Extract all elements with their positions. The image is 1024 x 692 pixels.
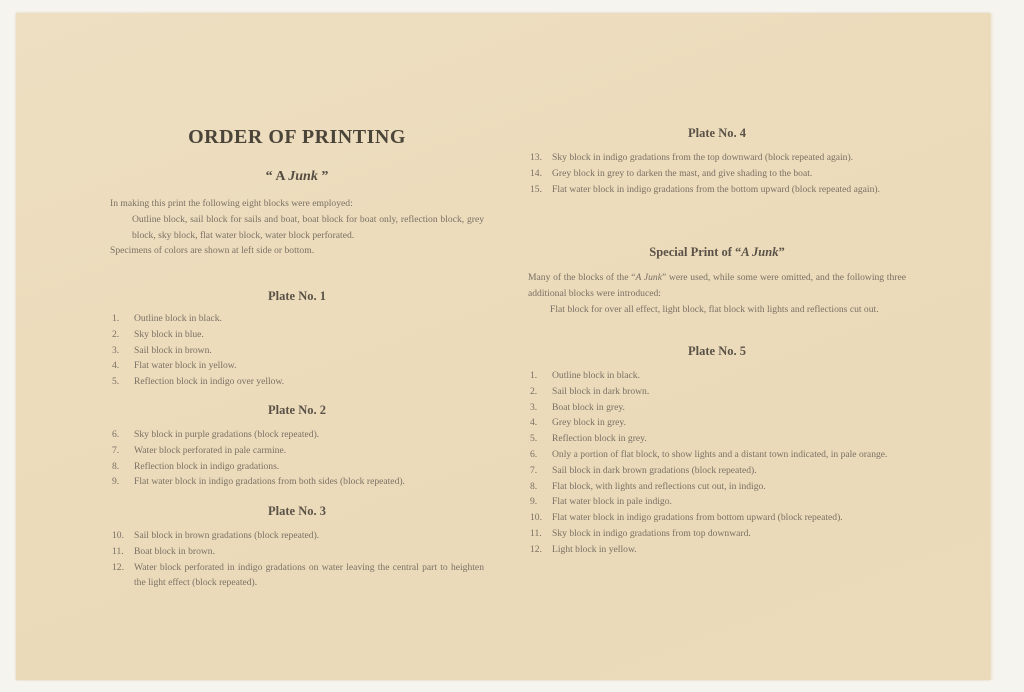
plate-5-heading: Plate No. 5 — [688, 344, 746, 358]
list-item — [110, 443, 484, 459]
item-text: Reflection block in grey. — [552, 433, 647, 445]
list-item — [528, 463, 906, 479]
list-item — [528, 368, 906, 384]
list-item — [528, 400, 906, 416]
item-text: Grey block in grey. — [552, 417, 626, 429]
blocks-list: Outline block, sail block for sails and boat, boat block for boat only, reflection block, grey block, sky block, flat water block, water block perforated. — [132, 213, 484, 241]
list-item — [110, 427, 484, 443]
item-number: 1. — [112, 313, 120, 324]
subtitle-close-quote: ” — [317, 169, 329, 184]
special-para-start: Many of the blocks of the “ — [528, 272, 636, 283]
item-number: 4. — [112, 360, 120, 372]
item-number: 7. — [112, 444, 120, 456]
item-number: 2. — [112, 328, 120, 340]
plate-1-heading: Plate No. 1 — [268, 289, 326, 303]
item-number: 7. — [530, 464, 538, 476]
item-text: Sail block in dark brown. — [552, 385, 650, 397]
item-text: Flat water block in indigo gradations from both sides (block repeated). — [134, 476, 405, 488]
list-item — [110, 311, 484, 327]
item-number: 11. — [530, 527, 542, 539]
item-number: 3. — [112, 344, 120, 356]
list-item — [528, 150, 906, 166]
item-text: Grey block in grey to darken the mast, and give shading to the boat. — [552, 167, 813, 179]
item-number: 5. — [112, 376, 120, 388]
list-item — [528, 447, 906, 463]
list-item — [528, 479, 906, 495]
list-item — [110, 560, 484, 592]
subtitle-open-quote: “ A — [265, 169, 289, 184]
item-number: 6. — [112, 429, 120, 440]
list-item — [110, 358, 484, 374]
item-number: 14. — [530, 167, 542, 179]
list-item — [110, 528, 484, 544]
item-number: 11. — [112, 545, 124, 557]
print-subtitle — [110, 169, 484, 185]
plate-4-heading: Plate No. 4 — [688, 126, 746, 140]
item-text: Flat water block in indigo gradations from the bottom upward (block repeated again). — [552, 183, 880, 195]
special-heading-prefix: Special Print of “ — [649, 245, 742, 259]
list-item — [528, 510, 906, 526]
list-item — [528, 415, 906, 431]
item-number: 8. — [112, 460, 120, 472]
item-text: Outline block in black. — [134, 313, 222, 324]
item-text: Sky block in blue. — [134, 328, 204, 340]
item-number: 9. — [530, 496, 538, 508]
item-number: 4. — [530, 417, 538, 429]
page-title: ORDER OF PRINTING — [188, 126, 406, 148]
plate-3-heading: Plate No. 3 — [268, 504, 326, 518]
item-text: Sky block in purple gradations (block repeated). — [134, 429, 320, 440]
item-text: Boat block in grey. — [552, 401, 625, 413]
plate-2-heading: Plate No. 2 — [268, 403, 326, 417]
special-para-end: ” were used, while some were omitted, and the following three additional blocks were introduced: — [528, 272, 906, 299]
item-text: Reflection block in indigo gradations. — [134, 460, 280, 472]
item-number: 6. — [530, 448, 538, 460]
list-item — [528, 494, 906, 510]
item-text: Sail block in brown gradations (block repeated). — [134, 530, 320, 541]
list-item — [110, 343, 484, 359]
item-number: 12. — [530, 543, 542, 555]
item-number: 5. — [530, 433, 538, 445]
subtitle-italic: Junk — [288, 169, 318, 184]
item-text: Sail block in dark brown gradations (block repeated). — [552, 464, 757, 476]
item-number: 12. — [112, 561, 124, 573]
list-item — [528, 166, 906, 182]
list-item — [110, 459, 484, 475]
item-number: 8. — [530, 480, 538, 492]
plate-3-list — [110, 528, 484, 591]
special-print-paragraph — [528, 270, 906, 317]
item-text: Only a portion of flat block, to show lights and a distant town indicated, in pale orange. — [552, 448, 888, 460]
item-text: Sky block in indigo gradations from the top downward (block repeated again). — [552, 152, 854, 163]
plate-2-list — [110, 427, 484, 490]
intro-line: In making this print the following eight blocks were employed: — [110, 198, 353, 209]
item-text: Water block perforated in indigo gradations on water leaving the central part to heighten the light effect (block repeated). — [134, 561, 484, 589]
list-item — [110, 327, 484, 343]
item-number: 9. — [112, 476, 120, 488]
special-print-heading — [528, 245, 906, 260]
plate-5-list — [528, 368, 906, 558]
item-text: Light block in yellow. — [552, 543, 637, 555]
special-heading-italic: A Junk — [741, 245, 779, 259]
special-para-italic: A Junk — [635, 272, 662, 283]
paper-sheet — [16, 13, 990, 680]
specimens-note: Specimens of colors are shown at left side or bottom. — [110, 245, 315, 257]
item-text: Reflection block in indigo over yellow. — [134, 376, 285, 388]
intro-paragraph — [110, 196, 484, 259]
item-number: 10. — [112, 530, 124, 541]
list-item — [528, 182, 906, 198]
item-number: 15. — [530, 183, 542, 195]
item-number: 10. — [530, 512, 542, 524]
list-item — [528, 542, 906, 558]
item-text: Outline block in black. — [552, 370, 640, 381]
item-number: 2. — [530, 385, 538, 397]
list-item — [528, 384, 906, 400]
plate-1-list — [110, 311, 484, 390]
additional-blocks-list: Flat block for over all effect, light block, flat block with lights and reflections cut out. — [550, 303, 879, 315]
special-heading-suffix: ” — [778, 245, 785, 259]
plate-4-list — [528, 150, 906, 197]
item-number: 3. — [530, 401, 538, 413]
list-item — [110, 474, 484, 490]
item-text: Flat water block in pale indigo. — [552, 496, 672, 508]
item-number: 1. — [530, 370, 538, 381]
item-text: Water block perforated in pale carmine. — [134, 444, 287, 456]
item-text: Flat block, with lights and reflections cut out, in indigo. — [552, 480, 766, 492]
item-text: Sail block in brown. — [134, 344, 212, 356]
list-item — [528, 431, 906, 447]
item-text: Boat block in brown. — [134, 545, 216, 557]
item-text: Sky block in indigo gradations from top downward. — [552, 527, 751, 539]
list-item — [110, 374, 484, 390]
item-text: Flat water block in indigo gradations from bottom upward (block repeated). — [552, 512, 843, 524]
item-text: Flat water block in yellow. — [134, 360, 237, 372]
list-item — [528, 526, 906, 542]
list-item — [110, 544, 484, 560]
item-number: 13. — [530, 152, 542, 163]
